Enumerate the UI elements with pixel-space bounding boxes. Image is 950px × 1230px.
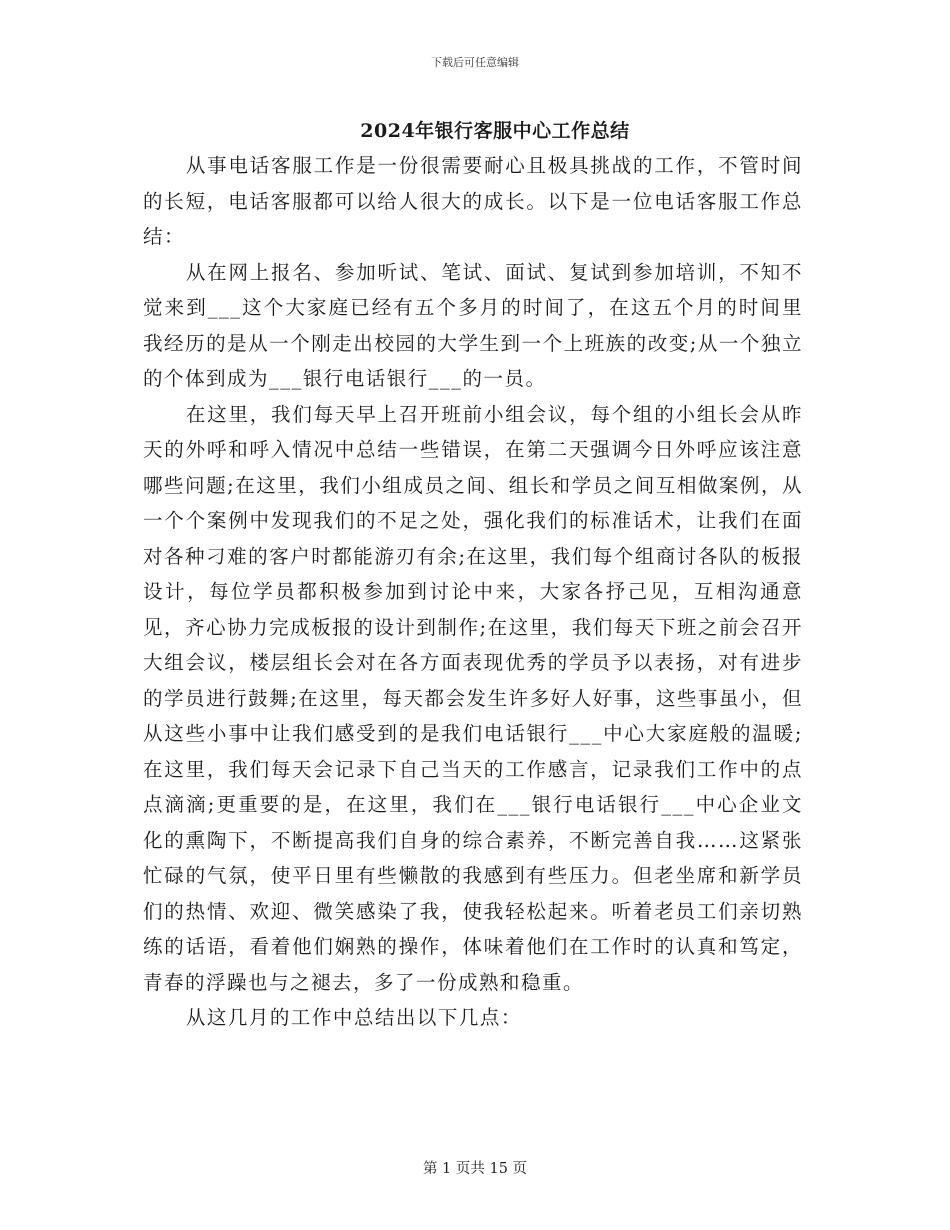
paragraph-training: 从在网上报名、参加听试、笔试、面试、复试到参加培训，不知不觉来到___这个大家庭已经有五个多月的时间了，在这五个月的时间里我经历的是从一个刚走出校园的大学生到一个上班族的改变;从一个独立的个体到成为___银行电话银行___的一员。: [143, 260, 803, 390]
paragraph-intro: 从事电话客服工作是一份很需要耐心且极具挑战的工作，不管时间的长短，电话客服都可以给人很大的成长。以下是一位电话客服工作总结：: [143, 154, 803, 248]
page-footer: 第 1 页共 15 页: [422, 1161, 528, 1177]
document-body: [143, 148, 803, 1036]
paragraph-summary-lead: 从这几月的工作中总结出以下几点：: [185, 1006, 522, 1029]
header-note: 下载后可任意编辑: [431, 56, 519, 69]
paragraph-daily-work: 在这里，我们每天早上召开班前小组会议，每个组的小组长会从昨天的外呼和呼入情况中总结一些错误，在第二天强调今日外呼应该注意哪些问题;在这里，我们小组成员之间、组长和学员之间互相做案例，从一个个案例中发现我们的不足之处，强化我们的标准话术，让我们在面对各种刁难的客户时都能游刃有余;在这里，我们每个组商讨各队的板报设计，每位学员都积极参加到讨论中来，大家各抒己见，互相沟通意见，齐心协力完成板报的设计到制作;在这里，我们每天下班之前会召开大组会议，楼层组长会对在各方面表现优秀的学员予以表扬，对有进步的学员进行鼓舞;在这里，每天都会发生许多好人好事，这些事虽小，但从这些小事中让我们感受到的是我们电话银行___中心大家庭般的温暖;在这里，我们每天会记录下自己当天的工作感言，记录我们工作中的点点滴滴;更重要的是，在这里，我们在___银行电话银行___中心企业文化的熏陶下，不断提高我们自身的综合素养，不断完善自我……这紧张忙碌的气氛，使平日里有些懒散的我感到有些压力。但老坐席和新学员们的热情、欢迎、微笑感染了我，使我轻松起来。听着老员工们亲切熟练的话语，看着他们娴熟的操作，体味着他们在工作时的认真和笃定，青春的浮躁也与之褪去，多了一份成熟和稳重。: [143, 402, 803, 994]
document-title: 2024年银行客服中心工作总结: [360, 120, 630, 142]
